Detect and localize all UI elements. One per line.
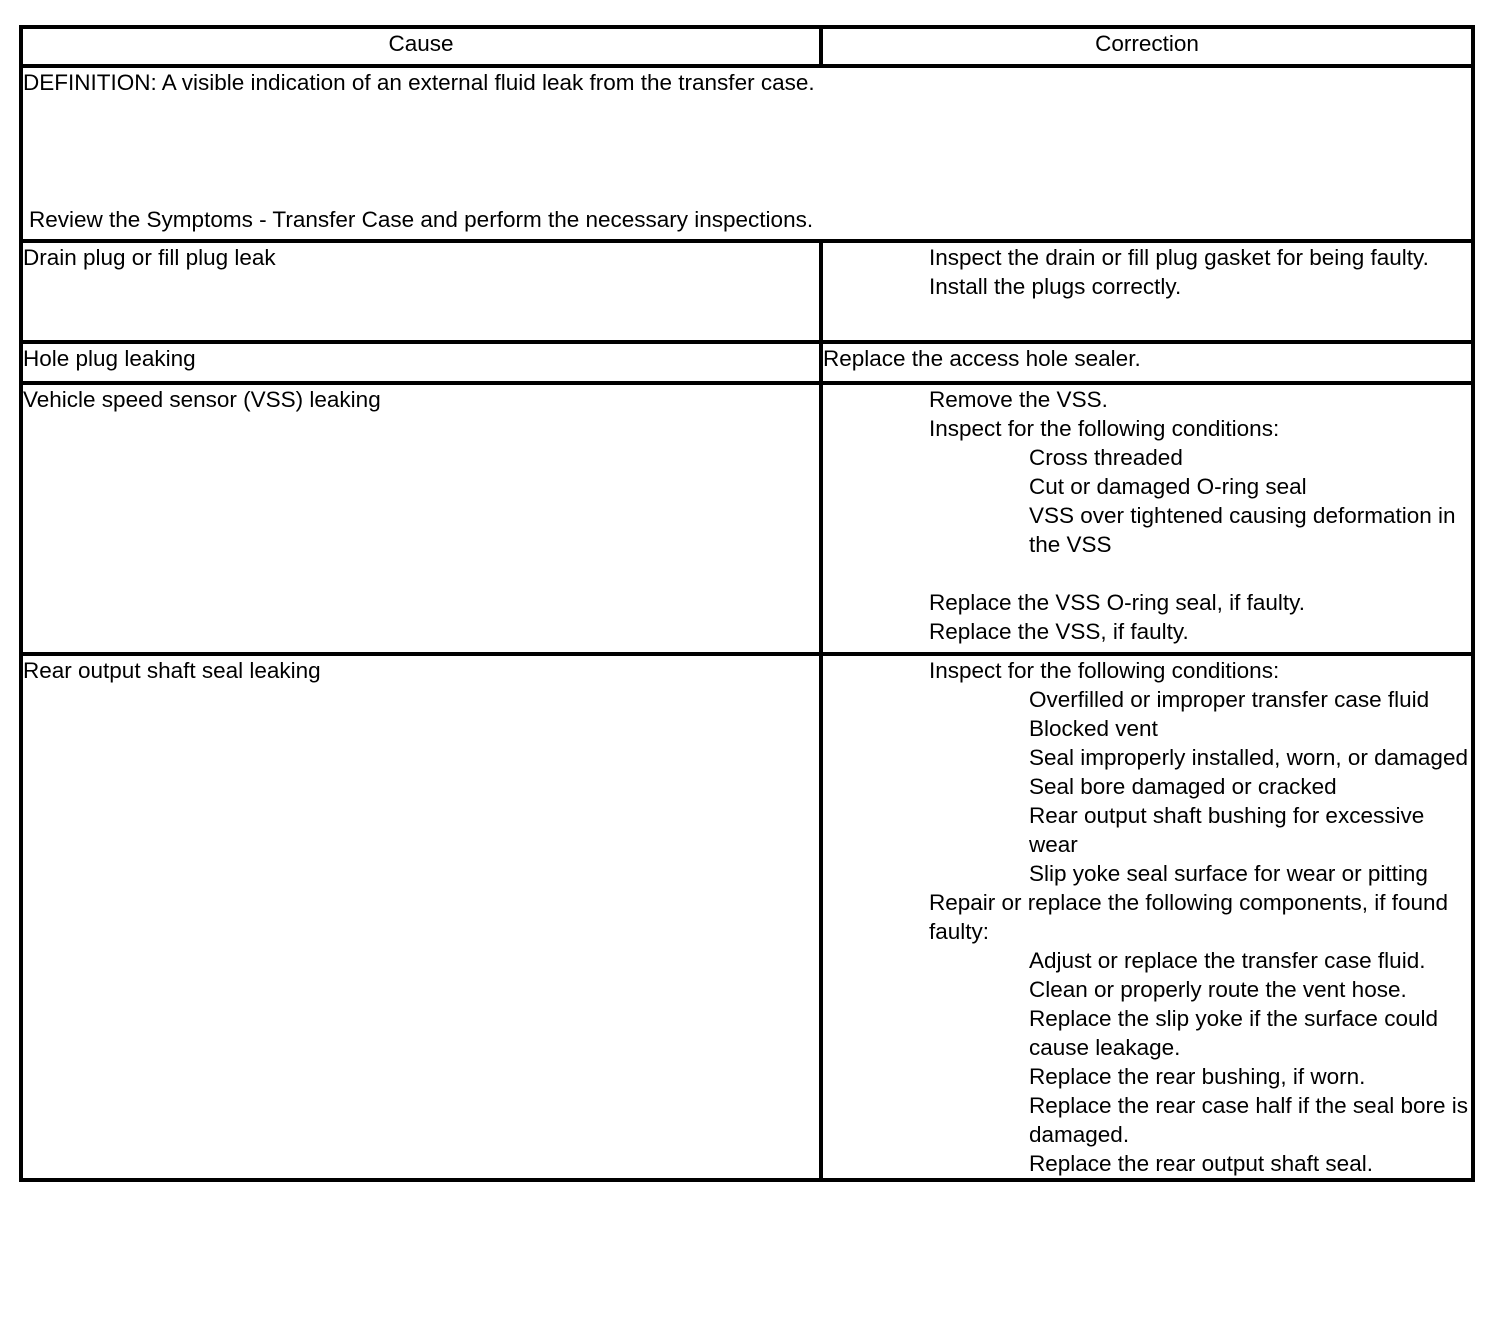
action-item: Replace the rear case half if the seal bore is damaged. (1029, 1093, 1468, 1147)
cause-cell: Drain plug or fill plug leak (21, 241, 821, 342)
header-row (21, 27, 1473, 66)
condition-item: VSS over tightened causing deformation in the VSS (1029, 503, 1456, 557)
condition-item: Slip yoke seal surface for wear or pitting (1029, 861, 1428, 886)
correction-line: Remove the VSS. (929, 387, 1108, 412)
cause-cell: Rear output shaft seal leaking (21, 654, 821, 1180)
condition-item: Blocked vent (1029, 716, 1158, 741)
action-item: Adjust or replace the transfer case fluid. (1029, 948, 1426, 973)
cause-cell: Hole plug leaking (21, 342, 821, 383)
action-item: Replace the rear output shaft seal. (1029, 1151, 1373, 1176)
correction-line: Install the plugs correctly. (929, 274, 1182, 299)
cause-cell: Vehicle speed sensor (VSS) leaking (21, 383, 821, 654)
correction-line: Replace the VSS, if faulty. (929, 619, 1189, 644)
spacer (823, 559, 1471, 588)
condition-item: Cross threaded (1029, 445, 1183, 470)
table-row (21, 654, 1473, 1180)
condition-item: Seal improperly installed, worn, or damaged (1029, 745, 1468, 770)
definition-text: DEFINITION: A visible indication of an external fluid leak from the transfer case. (23, 70, 815, 95)
header-cause: Cause (21, 27, 821, 66)
correction-cell (821, 383, 1473, 654)
header-correction: Correction (821, 27, 1473, 66)
correction-cell (821, 241, 1473, 342)
action-item: Replace the slip yoke if the surface could cause leakage. (1029, 1006, 1438, 1060)
correction-line: Replace the VSS O-ring seal, if faulty. (929, 590, 1306, 615)
table-row (21, 383, 1473, 654)
diagnostic-table (19, 25, 1475, 1182)
table-row (21, 241, 1473, 342)
condition-item: Overfilled or improper transfer case fluid (1029, 687, 1430, 712)
correction-line: Inspect for the following conditions: (929, 658, 1280, 683)
correction-line: Inspect the drain or fill plug gasket for being faulty. (929, 245, 1429, 270)
correction-cell: Replace the access hole sealer. (821, 342, 1473, 383)
definition-cell (21, 66, 1473, 241)
correction-line: Repair or replace the following components, if found faulty: (929, 890, 1449, 944)
action-item: Clean or properly route the vent hose. (1029, 977, 1407, 1002)
condition-item: Rear output shaft bushing for excessive wear (1029, 803, 1425, 857)
correction-line: Inspect for the following conditions: (929, 416, 1280, 441)
action-item: Replace the rear bushing, if worn. (1029, 1064, 1366, 1089)
table-row (21, 342, 1473, 383)
definition-row (21, 66, 1473, 241)
review-text: Review the Symptoms - Transfer Case and perform the necessary inspections. (29, 207, 814, 232)
correction-cell (821, 654, 1473, 1180)
condition-item: Cut or damaged O-ring seal (1029, 474, 1307, 499)
condition-item: Seal bore damaged or cracked (1029, 774, 1337, 799)
